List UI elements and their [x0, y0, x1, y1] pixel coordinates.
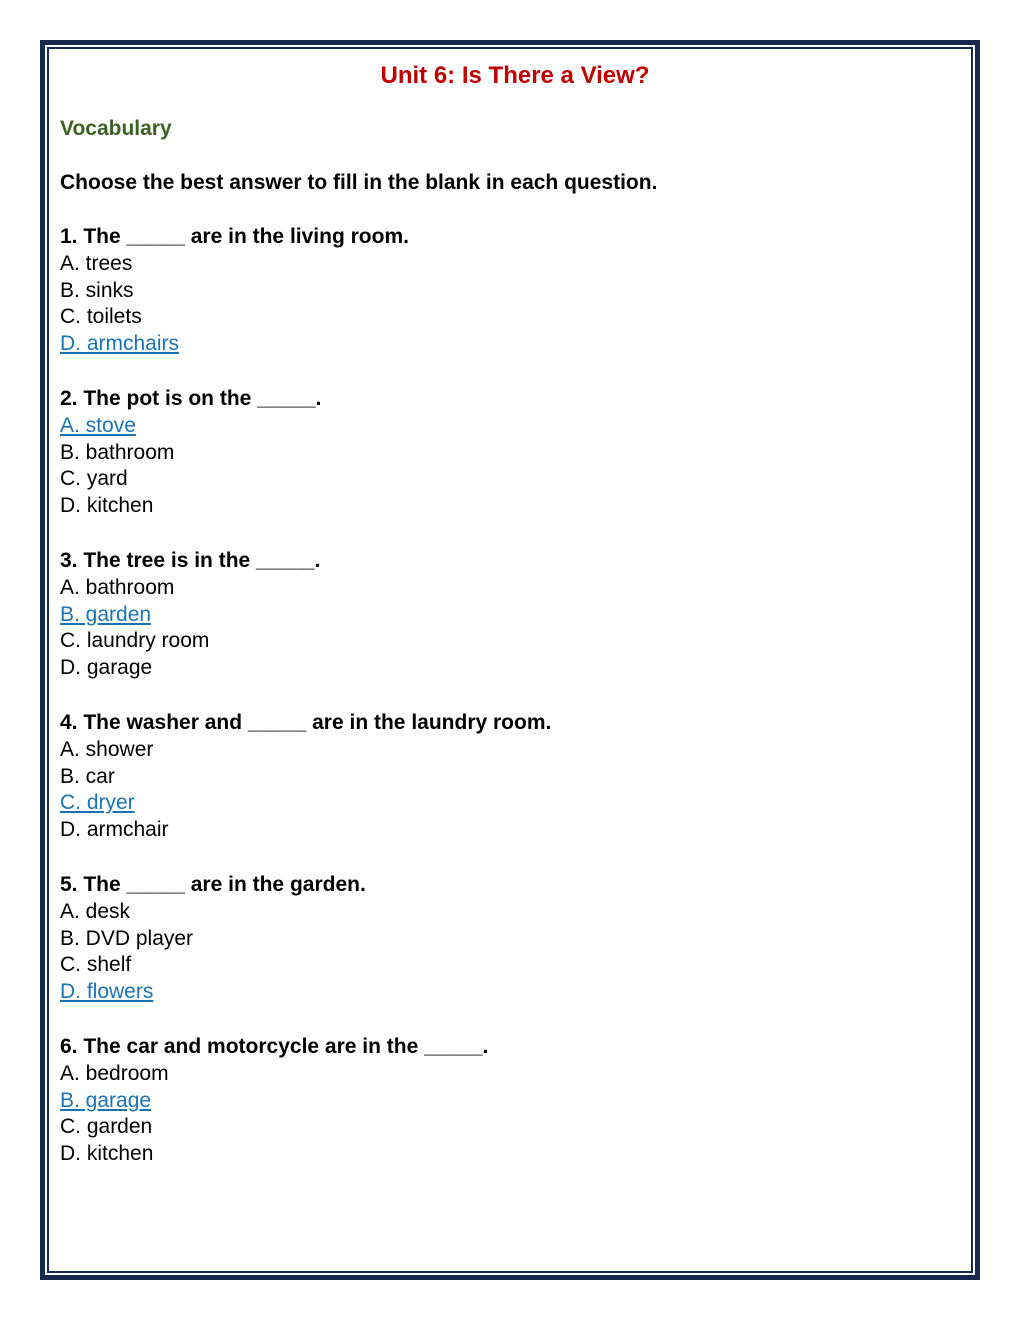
answer-option: C. yard — [60, 467, 128, 491]
answer-option: A. desk — [60, 899, 131, 923]
answer-option: B. DVD player — [60, 926, 194, 950]
page-title: Unit 6: Is There a View? — [380, 62, 650, 89]
correct-answer-option[interactable]: D. flowers — [60, 980, 154, 1004]
answer-option: B. sinks — [60, 278, 134, 302]
answer-option: B. bathroom — [60, 440, 175, 464]
question-5 — [60, 872, 960, 1006]
question-2 — [60, 386, 960, 520]
answer-option: A. bedroom — [60, 1061, 169, 1085]
correct-answer-option[interactable]: C. dryer — [60, 791, 135, 815]
question-text: 5. The _____ are in the garden. — [60, 872, 366, 896]
question-text: 4. The washer and _____ are in the laundry room. — [60, 710, 552, 734]
answer-option: C. toilets — [60, 305, 142, 329]
answer-option: D. garage — [60, 656, 153, 680]
question-list — [60, 224, 960, 1168]
question-text: 1. The _____ are in the living room. — [60, 225, 409, 248]
question-4 — [60, 710, 960, 844]
answer-option: A. shower — [60, 737, 154, 761]
answer-option: C. shelf — [60, 953, 132, 977]
answer-option: D. armchair — [60, 818, 169, 842]
question-text: 2. The pot is on the _____. — [60, 386, 322, 410]
answer-option: C. garden — [60, 1115, 153, 1139]
correct-answer-option[interactable]: B. garage — [60, 1088, 152, 1112]
instructions: Choose the best answer to fill in the blank in each question. — [60, 171, 658, 194]
answer-option: C. laundry room — [60, 629, 210, 653]
question-text: 6. The car and motorcycle are in the _____. — [60, 1034, 489, 1058]
correct-answer-option[interactable]: B. garden — [60, 602, 152, 626]
question-3 — [60, 548, 960, 682]
answer-option: B. car — [60, 764, 115, 788]
answer-option: D. kitchen — [60, 494, 154, 518]
answer-option: D. kitchen — [60, 1142, 154, 1166]
correct-answer-option[interactable]: D. armchairs — [60, 332, 180, 356]
worksheet-content — [60, 58, 960, 1168]
section-heading: Vocabulary — [60, 117, 172, 140]
question-text: 3. The tree is in the _____. — [60, 548, 321, 572]
question-1 — [60, 224, 960, 358]
answer-option: A. trees — [60, 251, 133, 275]
answer-option: A. bathroom — [60, 575, 175, 599]
question-6 — [60, 1034, 960, 1168]
correct-answer-option[interactable]: A. stove — [60, 413, 136, 437]
